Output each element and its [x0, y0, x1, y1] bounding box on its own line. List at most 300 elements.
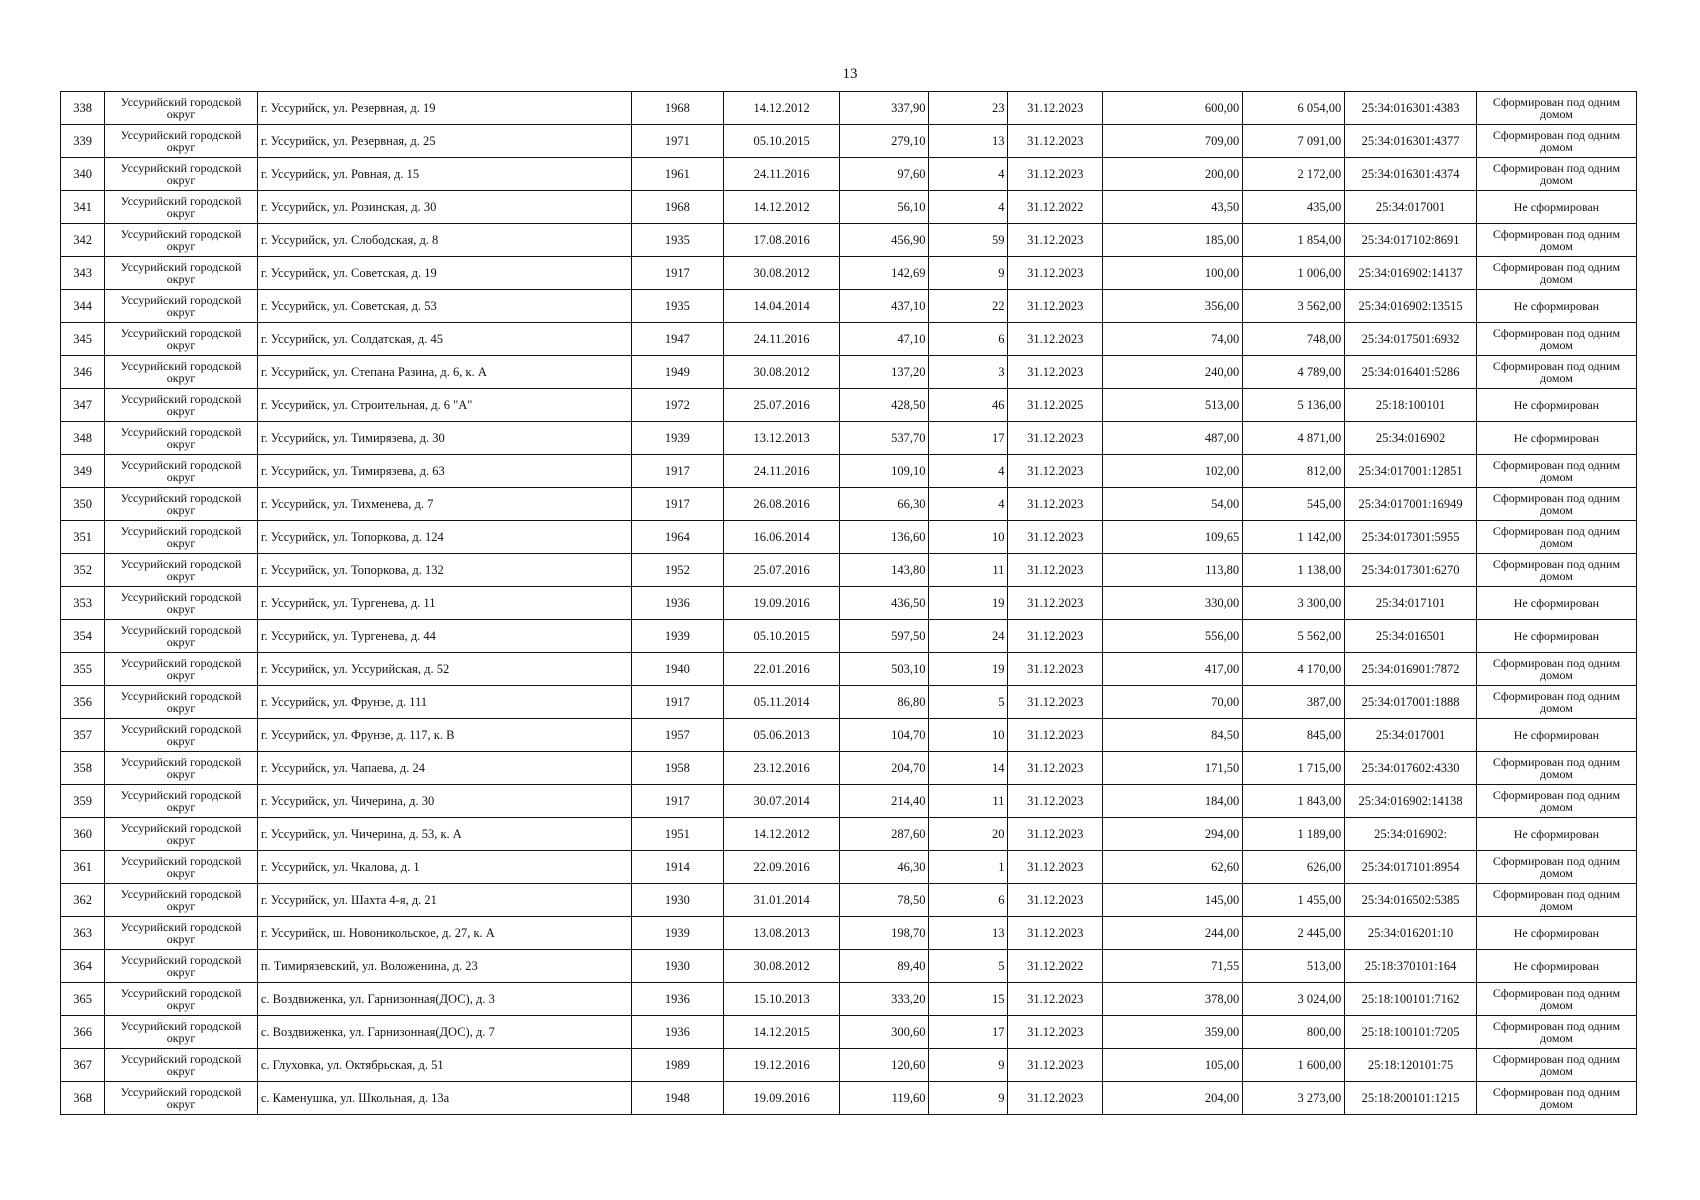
address-cell: г. Уссурийск, ул. Чапаева, д. 24 — [257, 752, 631, 785]
cadastral-number-cell: 25:18:120101:75 — [1345, 1049, 1477, 1082]
cadastral-number-cell: 25:34:017301:5955 — [1345, 521, 1477, 554]
planned-resettlement-date-cell: 31.12.2023 — [1008, 422, 1103, 455]
address-cell: г. Уссурийск, ул. Степана Разина, д. 6, к. А — [257, 356, 631, 389]
municipality-cell: Уссурийский городской округ — [105, 488, 258, 521]
recognition-date-cell: 24.11.2016 — [724, 455, 840, 488]
residents-count-cell: 10 — [929, 719, 1008, 752]
municipality-cell: Уссурийский городской округ — [105, 224, 258, 257]
address-cell: г. Уссурийск, ул. Чкалова, д. 1 — [257, 851, 631, 884]
living-area-cell: 66,30 — [840, 488, 929, 521]
cadastral-number-cell: 25:34:016902:14138 — [1345, 785, 1477, 818]
planned-resettlement-date-cell: 31.12.2023 — [1008, 455, 1103, 488]
cost-value-cell: 70,00 — [1103, 686, 1243, 719]
cadastral-number-cell: 25:34:016902:13515 — [1345, 290, 1477, 323]
residents-count-cell: 9 — [929, 1082, 1008, 1115]
living-area-cell: 456,90 — [840, 224, 929, 257]
cost-value-cell: 62,60 — [1103, 851, 1243, 884]
total-cost-cell: 5 562,00 — [1243, 620, 1345, 653]
page-number: 13 — [842, 66, 858, 82]
table-row — [61, 851, 1637, 884]
total-cost-cell: 1 600,00 — [1243, 1049, 1345, 1082]
residents-count-cell: 13 — [929, 917, 1008, 950]
cadastral-number-cell: 25:34:016902 — [1345, 422, 1477, 455]
table-row — [61, 389, 1637, 422]
cadastral-number-cell: 25:34:016902:14137 — [1345, 257, 1477, 290]
row-number-cell: 366 — [61, 1016, 105, 1049]
build-year-cell: 1935 — [631, 290, 724, 323]
residents-count-cell: 23 — [929, 92, 1008, 125]
table-row — [61, 125, 1637, 158]
living-area-cell: 300,60 — [840, 1016, 929, 1049]
municipality-cell: Уссурийский городской округ — [105, 323, 258, 356]
cadastral-number-cell: 25:18:100101:7205 — [1345, 1016, 1477, 1049]
address-cell: с. Воздвиженка, ул. Гарнизонная(ДОС), д. 7 — [257, 1016, 631, 1049]
recognition-date-cell: 14.04.2014 — [724, 290, 840, 323]
row-number-cell: 365 — [61, 983, 105, 1016]
row-number-cell: 342 — [61, 224, 105, 257]
residents-count-cell: 15 — [929, 983, 1008, 1016]
total-cost-cell: 3 562,00 — [1243, 290, 1345, 323]
row-number-cell: 348 — [61, 422, 105, 455]
cadastral-number-cell: 25:18:100101:7162 — [1345, 983, 1477, 1016]
cost-value-cell: 513,00 — [1103, 389, 1243, 422]
recognition-date-cell: 26.08.2016 — [724, 488, 840, 521]
table-row — [61, 455, 1637, 488]
planned-resettlement-date-cell: 31.12.2022 — [1008, 191, 1103, 224]
table-row — [61, 950, 1637, 983]
residents-count-cell: 13 — [929, 125, 1008, 158]
build-year-cell: 1917 — [631, 785, 724, 818]
planned-resettlement-date-cell: 31.12.2023 — [1008, 983, 1103, 1016]
table-row — [61, 785, 1637, 818]
land-status-cell: Не сформирован — [1476, 389, 1636, 422]
total-cost-cell: 1 455,00 — [1243, 884, 1345, 917]
living-area-cell: 597,50 — [840, 620, 929, 653]
row-number-cell: 352 — [61, 554, 105, 587]
total-cost-cell: 513,00 — [1243, 950, 1345, 983]
municipality-cell: Уссурийский городской округ — [105, 92, 258, 125]
address-cell: г. Уссурийск, ул. Тургенева, д. 44 — [257, 620, 631, 653]
build-year-cell: 1951 — [631, 818, 724, 851]
planned-resettlement-date-cell: 31.12.2023 — [1008, 818, 1103, 851]
build-year-cell: 1971 — [631, 125, 724, 158]
living-area-cell: 214,40 — [840, 785, 929, 818]
row-number-cell: 359 — [61, 785, 105, 818]
address-cell: г. Уссурийск, ул. Ровная, д. 15 — [257, 158, 631, 191]
living-area-cell: 198,70 — [840, 917, 929, 950]
build-year-cell: 1914 — [631, 851, 724, 884]
total-cost-cell: 5 136,00 — [1243, 389, 1345, 422]
planned-resettlement-date-cell: 31.12.2023 — [1008, 290, 1103, 323]
living-area-cell: 89,40 — [840, 950, 929, 983]
recognition-date-cell: 24.11.2016 — [724, 158, 840, 191]
cadastral-number-cell: 25:34:016901:7872 — [1345, 653, 1477, 686]
living-area-cell: 136,60 — [840, 521, 929, 554]
total-cost-cell: 7 091,00 — [1243, 125, 1345, 158]
municipality-cell: Уссурийский городской округ — [105, 125, 258, 158]
row-number-cell: 339 — [61, 125, 105, 158]
cadastral-number-cell: 25:34:017501:6932 — [1345, 323, 1477, 356]
build-year-cell: 1949 — [631, 356, 724, 389]
planned-resettlement-date-cell: 31.12.2023 — [1008, 884, 1103, 917]
living-area-cell: 86,80 — [840, 686, 929, 719]
build-year-cell: 1930 — [631, 950, 724, 983]
municipality-cell: Уссурийский городской округ — [105, 554, 258, 587]
cadastral-number-cell: 25:34:017001:16949 — [1345, 488, 1477, 521]
living-area-cell: 104,70 — [840, 719, 929, 752]
cost-value-cell: 330,00 — [1103, 587, 1243, 620]
cadastral-number-cell: 25:34:016301:4377 — [1345, 125, 1477, 158]
row-number-cell: 355 — [61, 653, 105, 686]
cost-value-cell: 171,50 — [1103, 752, 1243, 785]
build-year-cell: 1917 — [631, 257, 724, 290]
planned-resettlement-date-cell: 31.12.2023 — [1008, 1082, 1103, 1115]
land-status-cell: Не сформирован — [1476, 818, 1636, 851]
cost-value-cell: 487,00 — [1103, 422, 1243, 455]
cadastral-number-cell: 25:34:016301:4383 — [1345, 92, 1477, 125]
address-cell: г. Уссурийск, ул. Советская, д. 19 — [257, 257, 631, 290]
planned-resettlement-date-cell: 31.12.2023 — [1008, 356, 1103, 389]
total-cost-cell: 1 006,00 — [1243, 257, 1345, 290]
table-row — [61, 224, 1637, 257]
row-number-cell: 357 — [61, 719, 105, 752]
table-row — [61, 158, 1637, 191]
row-number-cell: 350 — [61, 488, 105, 521]
residents-count-cell: 17 — [929, 1016, 1008, 1049]
build-year-cell: 1917 — [631, 686, 724, 719]
address-cell: с. Воздвиженка, ул. Гарнизонная(ДОС), д. 3 — [257, 983, 631, 1016]
address-cell: г. Уссурийск, ул. Советская, д. 53 — [257, 290, 631, 323]
planned-resettlement-date-cell: 31.12.2023 — [1008, 653, 1103, 686]
recognition-date-cell: 31.01.2014 — [724, 884, 840, 917]
residents-count-cell: 4 — [929, 191, 1008, 224]
address-cell: г. Уссурийск, ул. Розинская, д. 30 — [257, 191, 631, 224]
row-number-cell: 368 — [61, 1082, 105, 1115]
land-status-cell: Не сформирован — [1476, 620, 1636, 653]
planned-resettlement-date-cell: 31.12.2023 — [1008, 323, 1103, 356]
total-cost-cell: 1 854,00 — [1243, 224, 1345, 257]
recognition-date-cell: 22.09.2016 — [724, 851, 840, 884]
residents-count-cell: 5 — [929, 950, 1008, 983]
municipality-cell: Уссурийский городской округ — [105, 356, 258, 389]
planned-resettlement-date-cell: 31.12.2023 — [1008, 257, 1103, 290]
planned-resettlement-date-cell: 31.12.2023 — [1008, 851, 1103, 884]
build-year-cell: 1935 — [631, 224, 724, 257]
recognition-date-cell: 14.12.2012 — [724, 92, 840, 125]
recognition-date-cell: 17.08.2016 — [724, 224, 840, 257]
build-year-cell: 1940 — [631, 653, 724, 686]
cadastral-number-cell: 25:34:016401:5286 — [1345, 356, 1477, 389]
residents-count-cell: 11 — [929, 554, 1008, 587]
living-area-cell: 142,69 — [840, 257, 929, 290]
municipality-cell: Уссурийский городской округ — [105, 620, 258, 653]
housing-registry-table — [60, 91, 1637, 1115]
residents-count-cell: 24 — [929, 620, 1008, 653]
municipality-cell: Уссурийский городской округ — [105, 719, 258, 752]
total-cost-cell: 387,00 — [1243, 686, 1345, 719]
recognition-date-cell: 05.06.2013 — [724, 719, 840, 752]
total-cost-cell: 1 142,00 — [1243, 521, 1345, 554]
cost-value-cell: 240,00 — [1103, 356, 1243, 389]
planned-resettlement-date-cell: 31.12.2023 — [1008, 719, 1103, 752]
total-cost-cell: 4 789,00 — [1243, 356, 1345, 389]
municipality-cell: Уссурийский городской округ — [105, 290, 258, 323]
residents-count-cell: 1 — [929, 851, 1008, 884]
address-cell: г. Уссурийск, ул. Тимирязева, д. 63 — [257, 455, 631, 488]
residents-count-cell: 17 — [929, 422, 1008, 455]
recognition-date-cell: 23.12.2016 — [724, 752, 840, 785]
row-number-cell: 358 — [61, 752, 105, 785]
table-row — [61, 422, 1637, 455]
build-year-cell: 1957 — [631, 719, 724, 752]
planned-resettlement-date-cell: 31.12.2023 — [1008, 620, 1103, 653]
land-status-cell: Сформирован под одним домом — [1476, 521, 1636, 554]
planned-resettlement-date-cell: 31.12.2023 — [1008, 752, 1103, 785]
land-status-cell: Не сформирован — [1476, 290, 1636, 323]
row-number-cell: 346 — [61, 356, 105, 389]
build-year-cell: 1968 — [631, 92, 724, 125]
planned-resettlement-date-cell: 31.12.2025 — [1008, 389, 1103, 422]
cost-value-cell: 109,65 — [1103, 521, 1243, 554]
total-cost-cell: 626,00 — [1243, 851, 1345, 884]
living-area-cell: 537,70 — [840, 422, 929, 455]
table-row — [61, 257, 1637, 290]
address-cell: г. Уссурийск, ул. Резервная, д. 25 — [257, 125, 631, 158]
land-status-cell: Сформирован под одним домом — [1476, 356, 1636, 389]
cadastral-number-cell: 25:34:017101 — [1345, 587, 1477, 620]
recognition-date-cell: 14.12.2012 — [724, 191, 840, 224]
living-area-cell: 56,10 — [840, 191, 929, 224]
cadastral-number-cell: 25:34:016502:5385 — [1345, 884, 1477, 917]
cadastral-number-cell: 25:18:370101:164 — [1345, 950, 1477, 983]
recognition-date-cell: 30.08.2012 — [724, 950, 840, 983]
cadastral-number-cell: 25:34:017102:8691 — [1345, 224, 1477, 257]
land-status-cell: Не сформирован — [1476, 719, 1636, 752]
table-row — [61, 290, 1637, 323]
address-cell: п. Тимирязевский, ул. Воложенина, д. 23 — [257, 950, 631, 983]
address-cell: г. Уссурийск, ул. Тургенева, д. 11 — [257, 587, 631, 620]
address-cell: г. Уссурийск, ул. Тихменева, д. 7 — [257, 488, 631, 521]
land-status-cell: Сформирован под одним домом — [1476, 224, 1636, 257]
address-cell: г. Уссурийск, ул. Чичерина, д. 53, к. А — [257, 818, 631, 851]
residents-count-cell: 9 — [929, 1049, 1008, 1082]
municipality-cell: Уссурийский городской округ — [105, 521, 258, 554]
residents-count-cell: 46 — [929, 389, 1008, 422]
table-row — [61, 356, 1637, 389]
recognition-date-cell: 22.01.2016 — [724, 653, 840, 686]
planned-resettlement-date-cell: 31.12.2022 — [1008, 950, 1103, 983]
living-area-cell: 287,60 — [840, 818, 929, 851]
planned-resettlement-date-cell: 31.12.2023 — [1008, 785, 1103, 818]
total-cost-cell: 2 445,00 — [1243, 917, 1345, 950]
land-status-cell: Сформирован под одним домом — [1476, 653, 1636, 686]
table-row — [61, 653, 1637, 686]
build-year-cell: 1917 — [631, 455, 724, 488]
land-status-cell: Сформирован под одним домом — [1476, 257, 1636, 290]
recognition-date-cell: 16.06.2014 — [724, 521, 840, 554]
municipality-cell: Уссурийский городской округ — [105, 257, 258, 290]
cost-value-cell: 359,00 — [1103, 1016, 1243, 1049]
total-cost-cell: 3 273,00 — [1243, 1082, 1345, 1115]
recognition-date-cell: 15.10.2013 — [724, 983, 840, 1016]
residents-count-cell: 22 — [929, 290, 1008, 323]
table-row — [61, 818, 1637, 851]
municipality-cell: Уссурийский городской округ — [105, 653, 258, 686]
cost-value-cell: 378,00 — [1103, 983, 1243, 1016]
planned-resettlement-date-cell: 31.12.2023 — [1008, 224, 1103, 257]
cost-value-cell: 600,00 — [1103, 92, 1243, 125]
build-year-cell: 1948 — [631, 1082, 724, 1115]
address-cell: г. Уссурийск, ул. Слободская, д. 8 — [257, 224, 631, 257]
planned-resettlement-date-cell: 31.12.2023 — [1008, 521, 1103, 554]
land-status-cell: Не сформирован — [1476, 917, 1636, 950]
residents-count-cell: 3 — [929, 356, 1008, 389]
total-cost-cell: 1 843,00 — [1243, 785, 1345, 818]
living-area-cell: 204,70 — [840, 752, 929, 785]
address-cell: г. Уссурийск, ул. Шахта 4-я, д. 21 — [257, 884, 631, 917]
build-year-cell: 1939 — [631, 422, 724, 455]
living-area-cell: 337,90 — [840, 92, 929, 125]
cost-value-cell: 100,00 — [1103, 257, 1243, 290]
total-cost-cell: 545,00 — [1243, 488, 1345, 521]
cost-value-cell: 185,00 — [1103, 224, 1243, 257]
living-area-cell: 46,30 — [840, 851, 929, 884]
row-number-cell: 347 — [61, 389, 105, 422]
residents-count-cell: 20 — [929, 818, 1008, 851]
land-status-cell: Не сформирован — [1476, 422, 1636, 455]
planned-resettlement-date-cell: 31.12.2023 — [1008, 158, 1103, 191]
municipality-cell: Уссурийский городской округ — [105, 884, 258, 917]
table-row — [61, 686, 1637, 719]
address-cell: г. Уссурийск, ул. Резервная, д. 19 — [257, 92, 631, 125]
living-area-cell: 437,10 — [840, 290, 929, 323]
recognition-date-cell: 25.07.2016 — [724, 389, 840, 422]
land-status-cell: Сформирован под одним домом — [1476, 455, 1636, 488]
planned-resettlement-date-cell: 31.12.2023 — [1008, 488, 1103, 521]
build-year-cell: 1939 — [631, 917, 724, 950]
cost-value-cell: 102,00 — [1103, 455, 1243, 488]
row-number-cell: 349 — [61, 455, 105, 488]
address-cell: г. Уссурийск, ул. Фрунзе, д. 117, к. В — [257, 719, 631, 752]
planned-resettlement-date-cell: 31.12.2023 — [1008, 554, 1103, 587]
planned-resettlement-date-cell: 31.12.2023 — [1008, 125, 1103, 158]
address-cell: г. Уссурийск, ул. Солдатская, д. 45 — [257, 323, 631, 356]
address-cell: г. Уссурийск, ул. Топоркова, д. 132 — [257, 554, 631, 587]
cost-value-cell: 105,00 — [1103, 1049, 1243, 1082]
recognition-date-cell: 19.09.2016 — [724, 587, 840, 620]
recognition-date-cell: 13.08.2013 — [724, 917, 840, 950]
cost-value-cell: 71,55 — [1103, 950, 1243, 983]
build-year-cell: 1939 — [631, 620, 724, 653]
address-cell: г. Уссурийск, ул. Тимирязева, д. 30 — [257, 422, 631, 455]
row-number-cell: 343 — [61, 257, 105, 290]
recognition-date-cell: 05.10.2015 — [724, 125, 840, 158]
planned-resettlement-date-cell: 31.12.2023 — [1008, 1049, 1103, 1082]
build-year-cell: 1936 — [631, 587, 724, 620]
table-row — [61, 521, 1637, 554]
cadastral-number-cell: 25:34:017602:4330 — [1345, 752, 1477, 785]
land-status-cell: Сформирован под одним домом — [1476, 686, 1636, 719]
table-row — [61, 191, 1637, 224]
residents-count-cell: 11 — [929, 785, 1008, 818]
row-number-cell: 364 — [61, 950, 105, 983]
row-number-cell: 345 — [61, 323, 105, 356]
planned-resettlement-date-cell: 31.12.2023 — [1008, 917, 1103, 950]
municipality-cell: Уссурийский городской округ — [105, 818, 258, 851]
table-row — [61, 92, 1637, 125]
row-number-cell: 367 — [61, 1049, 105, 1082]
cadastral-number-cell: 25:34:017001:12851 — [1345, 455, 1477, 488]
build-year-cell: 1972 — [631, 389, 724, 422]
cost-value-cell: 294,00 — [1103, 818, 1243, 851]
residents-count-cell: 9 — [929, 257, 1008, 290]
land-status-cell: Сформирован под одним домом — [1476, 752, 1636, 785]
cadastral-number-cell: 25:34:017101:8954 — [1345, 851, 1477, 884]
residents-count-cell: 4 — [929, 455, 1008, 488]
table-row — [61, 719, 1637, 752]
recognition-date-cell: 13.12.2013 — [724, 422, 840, 455]
cadastral-number-cell: 25:34:016501 — [1345, 620, 1477, 653]
table-row — [61, 1082, 1637, 1115]
build-year-cell: 1952 — [631, 554, 724, 587]
living-area-cell: 428,50 — [840, 389, 929, 422]
municipality-cell: Уссурийский городской округ — [105, 983, 258, 1016]
address-cell: г. Уссурийск, ул. Уссурийская, д. 52 — [257, 653, 631, 686]
municipality-cell: Уссурийский городской округ — [105, 752, 258, 785]
row-number-cell: 344 — [61, 290, 105, 323]
build-year-cell: 1936 — [631, 983, 724, 1016]
total-cost-cell: 6 054,00 — [1243, 92, 1345, 125]
land-status-cell: Сформирован под одним домом — [1476, 983, 1636, 1016]
municipality-cell: Уссурийский городской округ — [105, 686, 258, 719]
recognition-date-cell: 24.11.2016 — [724, 323, 840, 356]
land-status-cell: Сформирован под одним домом — [1476, 554, 1636, 587]
build-year-cell: 1917 — [631, 488, 724, 521]
residents-count-cell: 4 — [929, 158, 1008, 191]
cost-value-cell: 709,00 — [1103, 125, 1243, 158]
table-row — [61, 1049, 1637, 1082]
address-cell: с. Глуховка, ул. Октябрьская, д. 51 — [257, 1049, 631, 1082]
total-cost-cell: 1 715,00 — [1243, 752, 1345, 785]
cost-value-cell: 184,00 — [1103, 785, 1243, 818]
cadastral-number-cell: 25:34:016902: — [1345, 818, 1477, 851]
cost-value-cell: 145,00 — [1103, 884, 1243, 917]
total-cost-cell: 845,00 — [1243, 719, 1345, 752]
living-area-cell: 120,60 — [840, 1049, 929, 1082]
recognition-date-cell: 19.09.2016 — [724, 1082, 840, 1115]
land-status-cell: Сформирован под одним домом — [1476, 1016, 1636, 1049]
row-number-cell: 362 — [61, 884, 105, 917]
total-cost-cell: 3 300,00 — [1243, 587, 1345, 620]
build-year-cell: 1947 — [631, 323, 724, 356]
cost-value-cell: 84,50 — [1103, 719, 1243, 752]
cost-value-cell: 556,00 — [1103, 620, 1243, 653]
residents-count-cell: 4 — [929, 488, 1008, 521]
living-area-cell: 109,10 — [840, 455, 929, 488]
land-status-cell: Не сформирован — [1476, 587, 1636, 620]
total-cost-cell: 435,00 — [1243, 191, 1345, 224]
row-number-cell: 351 — [61, 521, 105, 554]
row-number-cell: 356 — [61, 686, 105, 719]
municipality-cell: Уссурийский городской округ — [105, 389, 258, 422]
residents-count-cell: 14 — [929, 752, 1008, 785]
land-status-cell: Сформирован под одним домом — [1476, 884, 1636, 917]
address-cell: г. Уссурийск, ул. Топоркова, д. 124 — [257, 521, 631, 554]
total-cost-cell: 1 138,00 — [1243, 554, 1345, 587]
cadastral-number-cell: 25:34:017001 — [1345, 191, 1477, 224]
table-row — [61, 587, 1637, 620]
total-cost-cell: 4 871,00 — [1243, 422, 1345, 455]
